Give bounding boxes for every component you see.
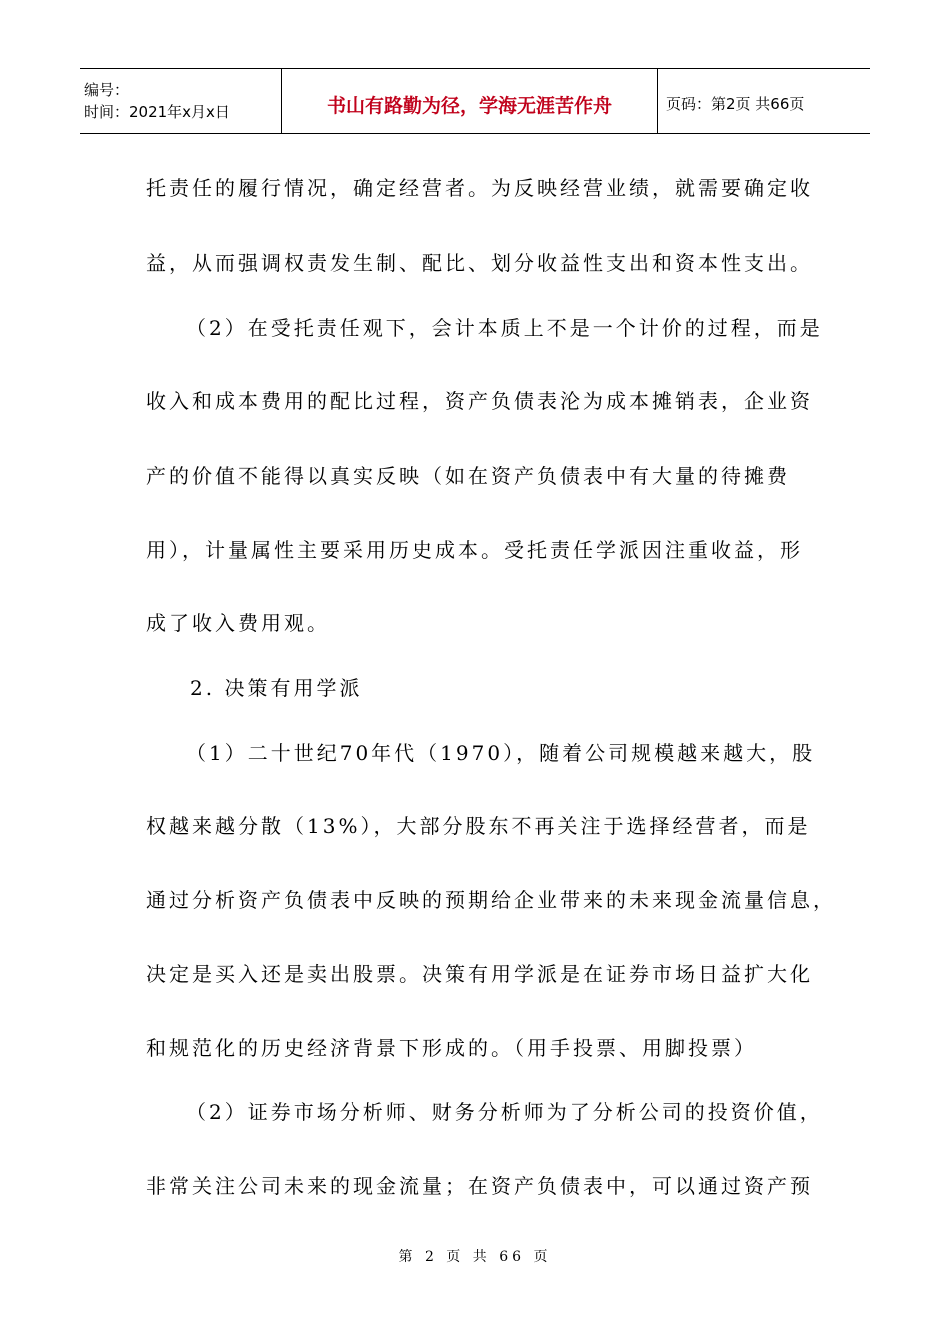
header-page-info [658, 69, 870, 133]
page-footer: 第 2 页 共 66 页 [398, 1249, 552, 1265]
text-line: 益，从而强调权责发生制、配比、划分收益性支出和资本性支出。 [146, 251, 813, 275]
header-meta [80, 69, 282, 133]
time-label: 时间：2021年x月x日 [84, 103, 230, 121]
text-line: 决定是买入还是卖出股票。决策有用学派是在证券市场日益扩大化 [146, 962, 813, 986]
text-line: 和规范化的历史经济背景下形成的。（用手投票、用脚投票） [146, 1036, 757, 1060]
text-line: （1）二十世纪70年代（1970），随着公司规模越来越大，股 [186, 741, 816, 765]
section-heading: 2. 决策有用学派 [190, 676, 363, 700]
number-label: 编号： [84, 81, 130, 99]
page-info-text: 页码：第2页 共66页 [666, 94, 805, 113]
text-line: 收入和成本费用的配比过程，资产负债表沦为成本摊销表，企业资 [146, 389, 813, 413]
text-line: （2）证券市场分析师、财务分析师为了分析公司的投资价值， [186, 1100, 823, 1124]
text-line: 产的价值不能得以真实反映（如在资产负债表中有大量的待摊费 [146, 464, 790, 488]
text-line: 非常关注公司未来的现金流量；在资产负债表中，可以通过资产预 [146, 1174, 813, 1198]
text-line: （2）在受托责任观下，会计本质上不是一个计价的过程，而是 [186, 316, 823, 340]
motto-text: 书山有路勤为径，学海无涯苦作舟 [326, 94, 612, 117]
text-line: 托责任的履行情况，确定经营者。为反映经营业绩，就需要确定收 [146, 176, 813, 200]
page-header [80, 68, 870, 134]
text-line: 权越来越分散（13%），大部分股东不再关注于选择经营者，而是 [146, 814, 811, 838]
header-motto [282, 69, 658, 133]
text-line: 成了收入费用观。 [146, 611, 330, 635]
text-line: 通过分析资产负债表中反映的预期给企业带来的未来现金流量信息， [146, 888, 836, 912]
text-line: 用），计量属性主要采用历史成本。受托责任学派因注重收益，形 [146, 538, 803, 562]
